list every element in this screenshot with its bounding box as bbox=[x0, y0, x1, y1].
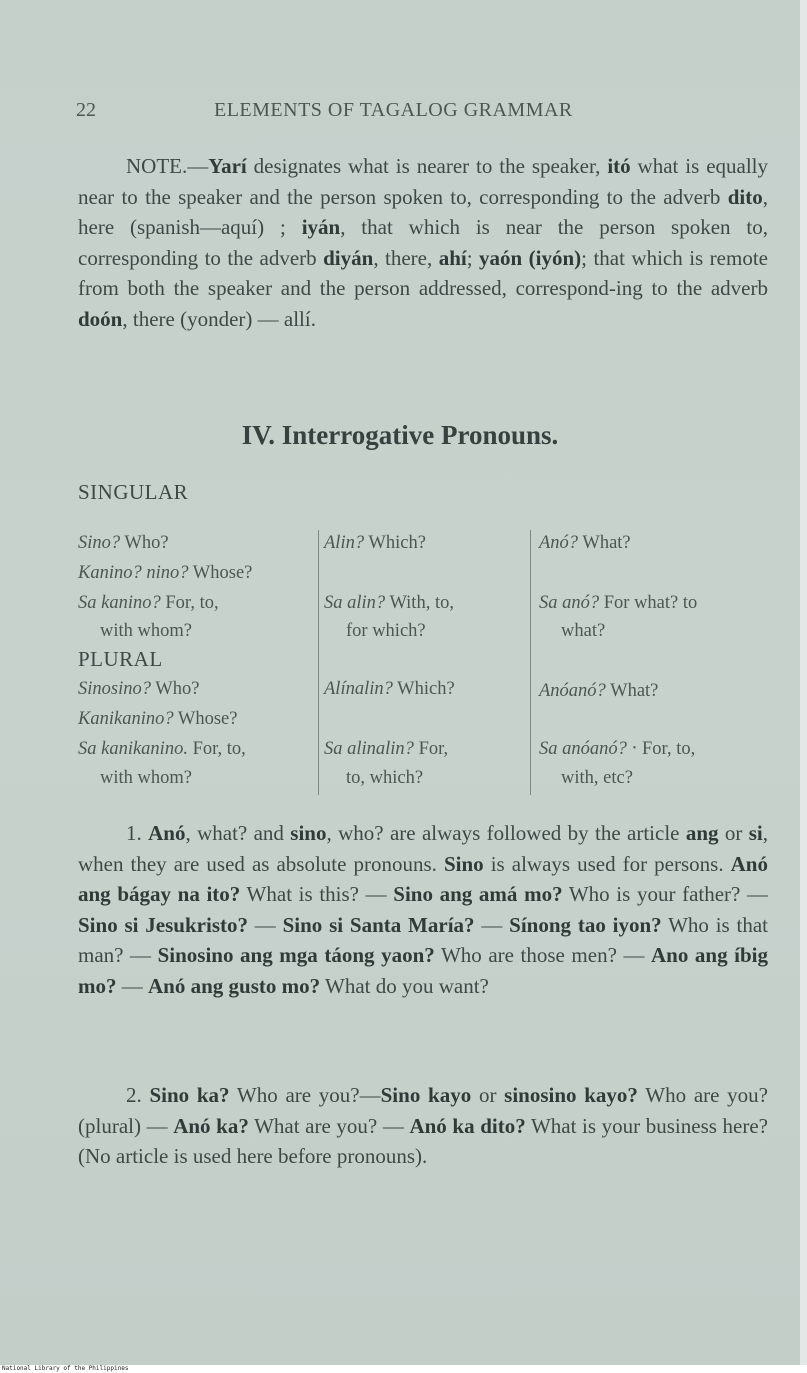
table-cell: to, which? bbox=[346, 768, 424, 788]
term-yari: Yarí bbox=[208, 154, 247, 178]
pronoun-term: Alin? bbox=[324, 533, 365, 553]
pronoun-gloss: Whose? bbox=[173, 709, 238, 729]
pronoun-term: Sa kanino? bbox=[78, 593, 161, 613]
bold-example: Sino si Jesukristo? bbox=[78, 912, 248, 937]
pronoun-gloss: For what? to bbox=[599, 593, 698, 613]
bold-term: Sino bbox=[443, 851, 484, 876]
table-cell bbox=[324, 678, 455, 701]
note-paragraph bbox=[78, 151, 768, 334]
footer-credit: National Library of the Philippines bbox=[0, 1365, 807, 1373]
bold-example: Anó ang bágay na ito? bbox=[78, 851, 768, 906]
pronoun-gloss: What? bbox=[605, 681, 659, 701]
running-title: ELEMENTS OF TAGALOG GRAMMAR bbox=[214, 99, 573, 121]
pronoun-gloss: Which? bbox=[364, 533, 426, 553]
pronoun-term: Anó? bbox=[539, 533, 579, 553]
table-cell bbox=[539, 532, 631, 555]
body-text: is always used for persons. bbox=[483, 851, 731, 876]
table-cell bbox=[324, 738, 448, 761]
table-cell bbox=[324, 532, 426, 555]
table-cell: for which? bbox=[346, 621, 426, 641]
table-cell: with whom? bbox=[100, 768, 192, 788]
pronoun-term: Sinosino? bbox=[78, 679, 151, 699]
bold-example: Sino kayo bbox=[380, 1083, 472, 1107]
note-label: NOTE. bbox=[126, 154, 188, 178]
table-cell bbox=[78, 708, 237, 731]
pronoun-gloss: With, to, bbox=[385, 593, 454, 613]
note-text: , there, bbox=[373, 245, 439, 270]
pronoun-term: Kanikanino? bbox=[78, 709, 174, 729]
bold-example: Anó ang gusto mo? bbox=[148, 973, 321, 998]
bold-example: Sino ang amá mo? bbox=[393, 882, 563, 906]
table-cell bbox=[78, 562, 252, 585]
pronoun-term: Kanino? nino? bbox=[78, 563, 189, 583]
table-column-what bbox=[530, 530, 779, 795]
pronoun-term: Sa anóanó? bbox=[539, 739, 627, 759]
bold-example: Sinosino ang mga táong yaon? bbox=[157, 943, 435, 967]
body-text: Who are you? (plural) — bbox=[78, 1083, 768, 1138]
body-text: — bbox=[116, 973, 148, 998]
note-text: , here (spanish—aquí) ; bbox=[78, 184, 768, 239]
page-edge bbox=[800, 0, 807, 1365]
pronoun-term: Sa alinalin? bbox=[324, 739, 414, 759]
paragraph-number: 1. bbox=[126, 821, 149, 845]
pronoun-gloss: For, to, bbox=[160, 593, 219, 613]
bold-example: Sínong tao iyon? bbox=[509, 912, 662, 937]
bold-example: Ano ang íbig mo? bbox=[78, 943, 769, 998]
term-iyan: iyán bbox=[301, 215, 341, 239]
note-text: , that which is near the person spoken to, corresponding to the adverb bbox=[78, 215, 768, 270]
bold-example: Anó ka dito? bbox=[409, 1113, 526, 1138]
paragraph-number: 2. bbox=[126, 1083, 150, 1107]
note-text: designates what is nearer to the speaker, bbox=[246, 154, 608, 178]
note-text: , there (yonder) — allí. bbox=[122, 306, 316, 331]
pronoun-gloss: Who? bbox=[120, 533, 169, 553]
pronoun-gloss: Whose? bbox=[188, 563, 253, 583]
table-column-which bbox=[318, 530, 534, 795]
pronoun-term: Alínalin? bbox=[324, 679, 393, 699]
table-cell bbox=[78, 532, 169, 555]
body-text: , when they are used as absolute pronouns. bbox=[78, 821, 769, 876]
pronoun-term: Sa anó? bbox=[539, 593, 600, 613]
body-text: — bbox=[474, 912, 510, 937]
bold-term: si bbox=[748, 821, 763, 845]
table-cell: what? bbox=[561, 621, 606, 641]
table-cell bbox=[78, 592, 219, 615]
pronoun-gloss: ‧ For, to, bbox=[626, 739, 696, 759]
table-cell: with, etc? bbox=[561, 768, 633, 788]
table-column-persons bbox=[78, 530, 314, 795]
bold-example: Sino ka? bbox=[149, 1083, 230, 1107]
running-head bbox=[76, 99, 766, 125]
page-number: 22 bbox=[76, 99, 96, 121]
section-heading: IV. Interrogative Pronouns. bbox=[241, 420, 559, 450]
body-text: Who is your father? — bbox=[562, 882, 769, 906]
pronoun-table bbox=[78, 530, 778, 795]
body-text: or bbox=[718, 821, 749, 845]
pronoun-term: Sa kanikanino. bbox=[78, 739, 188, 759]
bold-term: Anó bbox=[148, 821, 186, 845]
pronoun-gloss: Who? bbox=[150, 679, 200, 699]
singular-label: SINGULAR bbox=[78, 480, 189, 504]
body-text: Who are those men? — bbox=[434, 943, 652, 967]
note-dash: — bbox=[187, 154, 209, 178]
term-diyan: diyán bbox=[323, 245, 374, 270]
body-text: What is this? — bbox=[240, 882, 394, 906]
body-text: , what? and bbox=[185, 821, 291, 845]
body-text: Who is that man? — bbox=[78, 912, 769, 967]
plural-label: PLURAL bbox=[78, 647, 163, 671]
term-yaon: yaón (iyón) bbox=[479, 245, 582, 270]
bold-term: ang bbox=[685, 821, 719, 845]
pronoun-term: Sino? bbox=[78, 533, 121, 553]
table-cell bbox=[539, 738, 695, 761]
bold-term: sino bbox=[290, 821, 327, 845]
table-cell bbox=[539, 680, 658, 703]
pronoun-gloss: What? bbox=[578, 533, 631, 553]
paragraph-2 bbox=[78, 1080, 768, 1172]
body-text: What do you want? bbox=[320, 973, 489, 998]
term-ahi: ahí bbox=[438, 245, 467, 270]
body-text: Who are you?— bbox=[229, 1083, 381, 1107]
note-text: ; bbox=[466, 245, 480, 270]
term-dito: dito bbox=[727, 184, 763, 209]
body-text: or bbox=[471, 1083, 505, 1107]
note-text: ; that which is remote from both the speaker and the person addressed, correspond-ing to the adverb bbox=[78, 245, 768, 300]
pronoun-gloss: Which? bbox=[392, 679, 455, 699]
bold-example: Anó ka? bbox=[173, 1113, 249, 1138]
table-cell bbox=[539, 592, 697, 615]
table-cell bbox=[78, 678, 199, 701]
body-text: — bbox=[247, 912, 283, 937]
pronoun-term: Anóanó? bbox=[539, 681, 606, 701]
bold-example: Sino si Santa María? bbox=[282, 912, 475, 937]
table-cell: with whom? bbox=[100, 621, 192, 641]
term-doon: doón bbox=[78, 306, 123, 331]
bold-example: sinosino kayo? bbox=[504, 1083, 638, 1107]
note-text: what is equally near to the speaker and the person spoken to, corresponding to the adverb bbox=[78, 154, 769, 209]
term-ito: itó bbox=[607, 154, 631, 178]
pronoun-term: Sa alin? bbox=[324, 593, 386, 613]
pronoun-gloss: For, to, bbox=[187, 739, 246, 759]
paragraph-1 bbox=[78, 818, 768, 1001]
pronoun-gloss: For, bbox=[413, 739, 449, 759]
body-text: , who? are always followed by the article bbox=[326, 821, 686, 845]
body-text: What is your business here? (No article is used here before pronouns). bbox=[78, 1113, 768, 1168]
table-cell bbox=[78, 738, 246, 761]
table-cell bbox=[324, 592, 454, 615]
body-text: What are you? — bbox=[248, 1113, 410, 1138]
